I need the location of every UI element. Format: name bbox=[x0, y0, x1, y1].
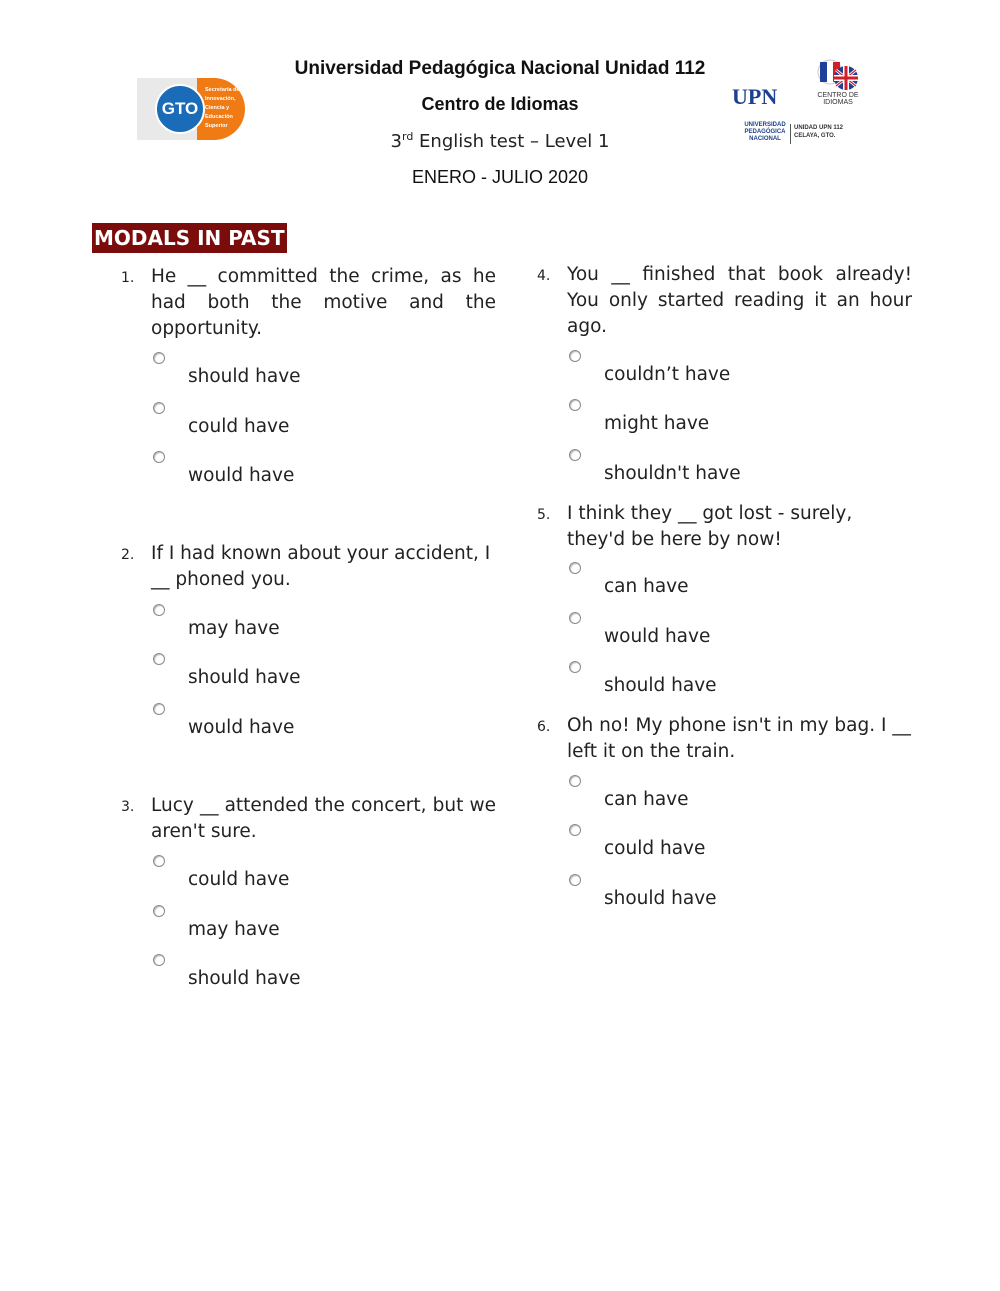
option[interactable]: should have bbox=[188, 667, 301, 688]
university-name: Universidad Pedagógica Nacional Unidad 112 bbox=[294, 58, 706, 79]
question-stem: If I had known about your accident, I __ phoned you. bbox=[151, 543, 491, 590]
radio-icon[interactable] bbox=[153, 855, 165, 867]
question-stem: I think they __ got lost - surely, they'd be here by now! bbox=[567, 503, 853, 550]
radio-icon[interactable] bbox=[569, 562, 581, 574]
option[interactable]: could have bbox=[188, 869, 289, 890]
radio-icon[interactable] bbox=[153, 352, 165, 364]
radio-icon[interactable] bbox=[569, 612, 581, 624]
test-title: 3rd English test – Level 1 bbox=[390, 130, 610, 152]
question-number: 2. bbox=[121, 547, 135, 563]
option[interactable]: would have bbox=[188, 465, 294, 486]
gto-logo-mark: GTO bbox=[155, 84, 205, 134]
question-number: 1. bbox=[121, 270, 135, 286]
radio-icon[interactable] bbox=[153, 954, 165, 966]
radio-icon[interactable] bbox=[153, 604, 165, 616]
question-4 bbox=[537, 262, 912, 340]
option[interactable]: would have bbox=[188, 717, 294, 738]
flags-icon bbox=[816, 58, 860, 94]
question-5 bbox=[537, 501, 913, 553]
radio-icon[interactable] bbox=[569, 874, 581, 886]
radio-icon[interactable] bbox=[569, 775, 581, 787]
gto-logo-text: Secretaría de Innovación, Ciencia y Educación Superior bbox=[205, 87, 240, 129]
question-6 bbox=[537, 713, 915, 765]
question-stem: Oh no! My phone isn't in my bag. I __ left it on the train. bbox=[567, 715, 911, 762]
option[interactable]: may have bbox=[188, 919, 280, 940]
option[interactable]: should have bbox=[188, 968, 301, 989]
language-center-badge bbox=[816, 58, 860, 108]
question-number: 3. bbox=[121, 799, 135, 815]
option[interactable]: shouldn't have bbox=[604, 463, 741, 484]
option[interactable]: should have bbox=[604, 888, 717, 909]
question-stem: He __ committed the crime, as he had both the motive and the opportunity. bbox=[151, 266, 496, 339]
radio-icon[interactable] bbox=[153, 703, 165, 715]
test-period: ENERO - JULIO 2020 bbox=[411, 167, 589, 187]
option[interactable]: should have bbox=[604, 675, 717, 696]
option[interactable]: can have bbox=[604, 789, 689, 810]
radio-icon[interactable] bbox=[569, 824, 581, 836]
question-2 bbox=[121, 541, 499, 593]
question-stem: You __ finished that book already! You only started reading it an hour ago. bbox=[567, 264, 912, 337]
radio-icon[interactable] bbox=[153, 402, 165, 414]
option[interactable]: can have bbox=[604, 576, 689, 597]
radio-icon[interactable] bbox=[569, 449, 581, 461]
question-number: 4. bbox=[537, 268, 551, 284]
question-number: 5. bbox=[537, 507, 551, 523]
option[interactable]: would have bbox=[604, 626, 710, 647]
radio-icon[interactable] bbox=[569, 399, 581, 411]
radio-icon[interactable] bbox=[569, 661, 581, 673]
radio-icon[interactable] bbox=[153, 653, 165, 665]
upn-logo-name: UNIVERSIDAD PEDAGÓGICA NACIONAL bbox=[744, 122, 786, 142]
option[interactable]: could have bbox=[604, 838, 705, 859]
option[interactable]: couldn’t have bbox=[604, 364, 730, 385]
option[interactable]: could have bbox=[188, 416, 289, 437]
badge-text: CENTRO DE IDIOMAS bbox=[817, 92, 859, 106]
option[interactable]: might have bbox=[604, 413, 709, 434]
option[interactable]: may have bbox=[188, 618, 280, 639]
section-title: MODALS IN PAST bbox=[92, 223, 287, 253]
upn-logo-unit: UNIDAD UPN 112 CELAYA, GTO. bbox=[794, 125, 844, 139]
question-number: 6. bbox=[537, 719, 551, 735]
question-stem: Lucy __ attended the concert, but we aren't sure. bbox=[151, 795, 496, 842]
radio-icon[interactable] bbox=[569, 350, 581, 362]
center-name: Centro de Idiomas bbox=[421, 94, 579, 114]
question-3 bbox=[121, 793, 496, 845]
gto-logo bbox=[137, 78, 245, 140]
radio-icon[interactable] bbox=[153, 451, 165, 463]
upn-logo-mark: UPN bbox=[732, 84, 778, 109]
option[interactable]: should have bbox=[188, 366, 301, 387]
radio-icon[interactable] bbox=[153, 905, 165, 917]
question-1 bbox=[121, 264, 496, 342]
